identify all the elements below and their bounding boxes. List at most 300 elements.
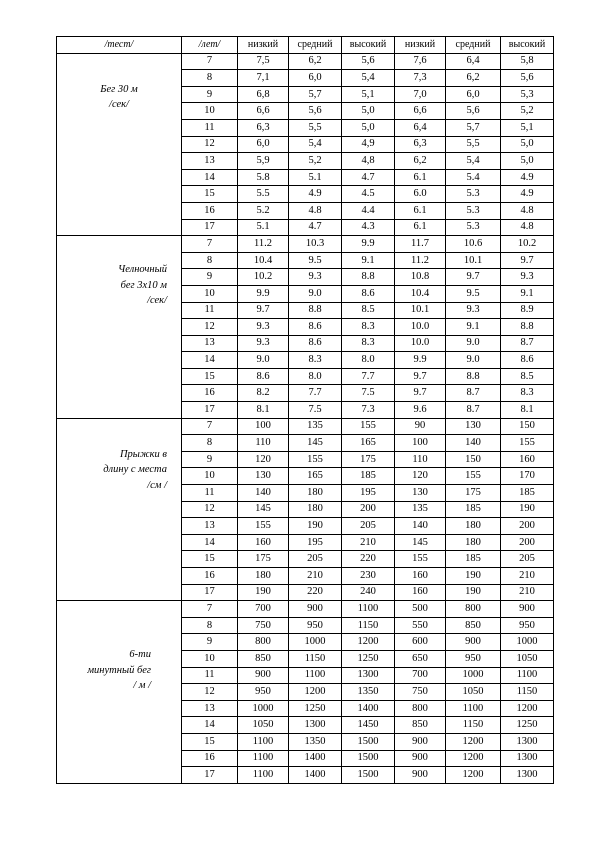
low-1-cell: 8.1 xyxy=(238,402,289,419)
header-age: /лет/ xyxy=(182,37,238,54)
low-2-cell: 155 xyxy=(395,551,446,568)
low-1-cell: 6,6 xyxy=(238,103,289,120)
high-2-cell: 150 xyxy=(501,418,554,435)
table-row xyxy=(57,418,554,435)
low-1-cell: 1050 xyxy=(238,717,289,734)
mid-2-cell: 950 xyxy=(446,650,501,667)
age-cell: 12 xyxy=(182,684,238,701)
mid-1-cell: 6,0 xyxy=(289,70,342,87)
age-cell: 8 xyxy=(182,252,238,269)
low-1-cell: 8.6 xyxy=(238,368,289,385)
mid-2-cell: 1200 xyxy=(446,767,501,784)
mid-1-cell: 5,5 xyxy=(289,119,342,136)
high-1-cell: 1100 xyxy=(342,601,395,618)
header-high-1: высокий xyxy=(342,37,395,54)
low-2-cell: 500 xyxy=(395,601,446,618)
low-2-cell: 700 xyxy=(395,667,446,684)
test-name xyxy=(57,419,181,494)
mid-1-cell: 950 xyxy=(289,617,342,634)
low-2-cell: 6.1 xyxy=(395,219,446,236)
high-2-cell: 5,3 xyxy=(501,86,554,103)
mid-1-cell: 1250 xyxy=(289,700,342,717)
test-name-line: бег 3х10 м xyxy=(120,279,167,291)
low-2-cell: 750 xyxy=(395,684,446,701)
mid-2-cell: 1200 xyxy=(446,750,501,767)
mid-2-cell: 1150 xyxy=(446,717,501,734)
mid-2-cell: 185 xyxy=(446,551,501,568)
age-cell: 12 xyxy=(182,136,238,153)
mid-2-cell: 180 xyxy=(446,518,501,535)
high-1-cell: 4,8 xyxy=(342,153,395,170)
age-cell: 15 xyxy=(182,368,238,385)
high-1-cell: 8.5 xyxy=(342,302,395,319)
high-2-cell: 8.1 xyxy=(501,402,554,419)
mid-1-cell: 6,2 xyxy=(289,53,342,70)
high-2-cell: 4.9 xyxy=(501,186,554,203)
mid-2-cell: 9.1 xyxy=(446,319,501,336)
mid-2-cell: 850 xyxy=(446,617,501,634)
high-2-cell: 4.8 xyxy=(501,219,554,236)
age-cell: 14 xyxy=(182,352,238,369)
mid-2-cell: 5.3 xyxy=(446,202,501,219)
test-name-cell xyxy=(57,601,182,784)
low-1-cell: 1100 xyxy=(238,750,289,767)
high-2-cell: 900 xyxy=(501,601,554,618)
low-2-cell: 800 xyxy=(395,700,446,717)
table-row xyxy=(57,601,554,618)
low-2-cell: 110 xyxy=(395,451,446,468)
mid-2-cell: 6,2 xyxy=(446,70,501,87)
test-name-line: Прыжки в xyxy=(119,448,167,460)
mid-1-cell: 5,6 xyxy=(289,103,342,120)
low-2-cell: 9.7 xyxy=(395,368,446,385)
high-1-cell: 8.3 xyxy=(342,319,395,336)
low-2-cell: 900 xyxy=(395,750,446,767)
high-1-cell: 7.3 xyxy=(342,402,395,419)
mid-1-cell: 210 xyxy=(289,568,342,585)
mid-2-cell: 190 xyxy=(446,584,501,601)
low-1-cell: 950 xyxy=(238,684,289,701)
low-1-cell: 155 xyxy=(238,518,289,535)
age-cell: 14 xyxy=(182,534,238,551)
low-1-cell: 5.5 xyxy=(238,186,289,203)
age-cell: 10 xyxy=(182,650,238,667)
mid-2-cell: 9.0 xyxy=(446,335,501,352)
low-2-cell: 160 xyxy=(395,584,446,601)
test-name-line: длину с места xyxy=(103,464,167,476)
age-cell: 7 xyxy=(182,418,238,435)
test-name xyxy=(57,236,181,309)
high-2-cell: 185 xyxy=(501,485,554,502)
mid-1-cell: 1400 xyxy=(289,767,342,784)
high-2-cell: 200 xyxy=(501,518,554,535)
age-cell: 9 xyxy=(182,451,238,468)
high-2-cell: 5,2 xyxy=(501,103,554,120)
high-1-cell: 5,6 xyxy=(342,53,395,70)
high-2-cell: 8.5 xyxy=(501,368,554,385)
high-1-cell: 5,4 xyxy=(342,70,395,87)
low-2-cell: 11.7 xyxy=(395,236,446,253)
low-1-cell: 5.1 xyxy=(238,219,289,236)
high-1-cell: 1400 xyxy=(342,700,395,717)
mid-1-cell: 10.3 xyxy=(289,236,342,253)
mid-2-cell: 8.8 xyxy=(446,368,501,385)
high-1-cell: 1500 xyxy=(342,733,395,750)
low-2-cell: 9.7 xyxy=(395,385,446,402)
high-2-cell: 190 xyxy=(501,501,554,518)
low-1-cell: 7,1 xyxy=(238,70,289,87)
age-cell: 9 xyxy=(182,634,238,651)
mid-2-cell: 150 xyxy=(446,451,501,468)
high-1-cell: 8.0 xyxy=(342,352,395,369)
mid-1-cell: 4.7 xyxy=(289,219,342,236)
age-cell: 16 xyxy=(182,568,238,585)
age-cell: 7 xyxy=(182,601,238,618)
high-2-cell: 1300 xyxy=(501,750,554,767)
high-2-cell: 5,6 xyxy=(501,70,554,87)
low-2-cell: 9.9 xyxy=(395,352,446,369)
high-2-cell: 5,0 xyxy=(501,153,554,170)
low-1-cell: 9.0 xyxy=(238,352,289,369)
low-1-cell: 5.8 xyxy=(238,169,289,186)
low-2-cell: 550 xyxy=(395,617,446,634)
low-1-cell: 750 xyxy=(238,617,289,634)
mid-2-cell: 175 xyxy=(446,485,501,502)
test-name xyxy=(57,54,181,113)
mid-2-cell: 5,7 xyxy=(446,119,501,136)
high-2-cell: 1300 xyxy=(501,767,554,784)
age-cell: 17 xyxy=(182,219,238,236)
high-1-cell: 1250 xyxy=(342,650,395,667)
high-1-cell: 4,9 xyxy=(342,136,395,153)
test-name-line: /сек/ xyxy=(147,295,167,307)
header-test: /тест/ xyxy=(57,37,182,54)
mid-1-cell: 205 xyxy=(289,551,342,568)
low-1-cell: 175 xyxy=(238,551,289,568)
low-2-cell: 140 xyxy=(395,518,446,535)
low-1-cell: 120 xyxy=(238,451,289,468)
high-1-cell: 1500 xyxy=(342,750,395,767)
high-1-cell: 8.8 xyxy=(342,269,395,286)
low-2-cell: 6.1 xyxy=(395,202,446,219)
high-2-cell: 9.1 xyxy=(501,285,554,302)
low-1-cell: 1000 xyxy=(238,700,289,717)
high-2-cell: 1100 xyxy=(501,667,554,684)
mid-2-cell: 1000 xyxy=(446,667,501,684)
low-2-cell: 6.0 xyxy=(395,186,446,203)
mid-1-cell: 195 xyxy=(289,534,342,551)
high-2-cell: 155 xyxy=(501,435,554,452)
low-1-cell: 180 xyxy=(238,568,289,585)
low-2-cell: 10.0 xyxy=(395,319,446,336)
mid-2-cell: 1050 xyxy=(446,684,501,701)
test-name-line: 6-ти xyxy=(129,649,151,661)
mid-2-cell: 5,6 xyxy=(446,103,501,120)
test-name-line: / м / xyxy=(133,680,151,692)
low-1-cell: 10.2 xyxy=(238,269,289,286)
header-low-1: низкий xyxy=(238,37,289,54)
low-2-cell: 90 xyxy=(395,418,446,435)
high-1-cell: 8.6 xyxy=(342,285,395,302)
age-cell: 10 xyxy=(182,468,238,485)
age-cell: 9 xyxy=(182,269,238,286)
age-cell: 11 xyxy=(182,302,238,319)
low-2-cell: 11.2 xyxy=(395,252,446,269)
test-name-cell xyxy=(57,53,182,236)
mid-1-cell: 4.9 xyxy=(289,186,342,203)
high-1-cell: 1300 xyxy=(342,667,395,684)
age-cell: 17 xyxy=(182,402,238,419)
high-2-cell: 1000 xyxy=(501,634,554,651)
high-1-cell: 4.7 xyxy=(342,169,395,186)
header-high-2: высокий xyxy=(501,37,554,54)
header-row xyxy=(57,37,554,54)
mid-2-cell: 185 xyxy=(446,501,501,518)
high-2-cell: 5,0 xyxy=(501,136,554,153)
test-name-line: Бег 30 м xyxy=(100,83,138,95)
test-name-line: /сек/ xyxy=(109,99,129,111)
low-2-cell: 120 xyxy=(395,468,446,485)
age-cell: 14 xyxy=(182,169,238,186)
low-1-cell: 850 xyxy=(238,650,289,667)
low-2-cell: 7,3 xyxy=(395,70,446,87)
mid-1-cell: 8.6 xyxy=(289,335,342,352)
mid-2-cell: 140 xyxy=(446,435,501,452)
mid-2-cell: 10.1 xyxy=(446,252,501,269)
high-2-cell: 1300 xyxy=(501,733,554,750)
low-2-cell: 600 xyxy=(395,634,446,651)
mid-1-cell: 8.3 xyxy=(289,352,342,369)
high-1-cell: 8.3 xyxy=(342,335,395,352)
high-1-cell: 7.5 xyxy=(342,385,395,402)
mid-1-cell: 8.8 xyxy=(289,302,342,319)
test-name-cell xyxy=(57,418,182,601)
low-2-cell: 10.8 xyxy=(395,269,446,286)
low-2-cell: 130 xyxy=(395,485,446,502)
high-2-cell: 9.3 xyxy=(501,269,554,286)
mid-2-cell: 9.5 xyxy=(446,285,501,302)
low-2-cell: 135 xyxy=(395,501,446,518)
low-1-cell: 7,5 xyxy=(238,53,289,70)
table-row xyxy=(57,53,554,70)
low-2-cell: 7,6 xyxy=(395,53,446,70)
mid-2-cell: 8.7 xyxy=(446,385,501,402)
mid-1-cell: 220 xyxy=(289,584,342,601)
low-1-cell: 5,9 xyxy=(238,153,289,170)
age-cell: 13 xyxy=(182,518,238,535)
mid-2-cell: 155 xyxy=(446,468,501,485)
high-2-cell: 8.3 xyxy=(501,385,554,402)
age-cell: 10 xyxy=(182,103,238,120)
mid-1-cell: 180 xyxy=(289,501,342,518)
mid-1-cell: 4.8 xyxy=(289,202,342,219)
age-cell: 12 xyxy=(182,501,238,518)
high-1-cell: 205 xyxy=(342,518,395,535)
mid-1-cell: 1400 xyxy=(289,750,342,767)
age-cell: 16 xyxy=(182,385,238,402)
age-cell: 12 xyxy=(182,319,238,336)
age-cell: 17 xyxy=(182,767,238,784)
low-1-cell: 800 xyxy=(238,634,289,651)
mid-2-cell: 800 xyxy=(446,601,501,618)
table-row xyxy=(57,236,554,253)
high-1-cell: 195 xyxy=(342,485,395,502)
mid-1-cell: 900 xyxy=(289,601,342,618)
low-2-cell: 10.4 xyxy=(395,285,446,302)
low-2-cell: 6,6 xyxy=(395,103,446,120)
low-2-cell: 650 xyxy=(395,650,446,667)
low-1-cell: 11.2 xyxy=(238,236,289,253)
low-2-cell: 10.0 xyxy=(395,335,446,352)
mid-1-cell: 7.7 xyxy=(289,385,342,402)
mid-1-cell: 1100 xyxy=(289,667,342,684)
mid-1-cell: 8.6 xyxy=(289,319,342,336)
age-cell: 15 xyxy=(182,733,238,750)
mid-2-cell: 5,5 xyxy=(446,136,501,153)
low-1-cell: 190 xyxy=(238,584,289,601)
low-2-cell: 100 xyxy=(395,435,446,452)
high-2-cell: 210 xyxy=(501,584,554,601)
high-1-cell: 4.4 xyxy=(342,202,395,219)
low-1-cell: 160 xyxy=(238,534,289,551)
age-cell: 11 xyxy=(182,119,238,136)
low-1-cell: 1100 xyxy=(238,733,289,750)
high-1-cell: 210 xyxy=(342,534,395,551)
low-2-cell: 9.6 xyxy=(395,402,446,419)
low-1-cell: 10.4 xyxy=(238,252,289,269)
mid-2-cell: 6,4 xyxy=(446,53,501,70)
high-2-cell: 4.8 xyxy=(501,202,554,219)
mid-2-cell: 9.3 xyxy=(446,302,501,319)
low-1-cell: 900 xyxy=(238,667,289,684)
header-mid-2: средний xyxy=(446,37,501,54)
mid-2-cell: 9.0 xyxy=(446,352,501,369)
high-1-cell: 1450 xyxy=(342,717,395,734)
low-1-cell: 100 xyxy=(238,418,289,435)
low-1-cell: 1100 xyxy=(238,767,289,784)
high-1-cell: 9.9 xyxy=(342,236,395,253)
mid-1-cell: 145 xyxy=(289,435,342,452)
low-1-cell: 130 xyxy=(238,468,289,485)
high-2-cell: 8.8 xyxy=(501,319,554,336)
mid-2-cell: 6,0 xyxy=(446,86,501,103)
low-1-cell: 140 xyxy=(238,485,289,502)
high-1-cell: 220 xyxy=(342,551,395,568)
high-2-cell: 205 xyxy=(501,551,554,568)
high-2-cell: 5,8 xyxy=(501,53,554,70)
high-1-cell: 4.3 xyxy=(342,219,395,236)
age-cell: 7 xyxy=(182,53,238,70)
low-2-cell: 6,3 xyxy=(395,136,446,153)
age-cell: 9 xyxy=(182,86,238,103)
high-2-cell: 200 xyxy=(501,534,554,551)
mid-1-cell: 5.1 xyxy=(289,169,342,186)
low-2-cell: 7,0 xyxy=(395,86,446,103)
mid-1-cell: 135 xyxy=(289,418,342,435)
mid-1-cell: 1200 xyxy=(289,684,342,701)
mid-1-cell: 1000 xyxy=(289,634,342,651)
age-cell: 8 xyxy=(182,617,238,634)
high-1-cell: 240 xyxy=(342,584,395,601)
high-1-cell: 1500 xyxy=(342,767,395,784)
mid-1-cell: 5,4 xyxy=(289,136,342,153)
low-1-cell: 9.3 xyxy=(238,335,289,352)
mid-2-cell: 1100 xyxy=(446,700,501,717)
low-1-cell: 5.2 xyxy=(238,202,289,219)
norms-table xyxy=(56,36,554,784)
high-1-cell: 175 xyxy=(342,451,395,468)
mid-2-cell: 190 xyxy=(446,568,501,585)
test-name xyxy=(57,601,181,694)
header-low-2: низкий xyxy=(395,37,446,54)
age-cell: 7 xyxy=(182,236,238,253)
mid-1-cell: 7.5 xyxy=(289,402,342,419)
norms-body xyxy=(57,53,554,783)
high-2-cell: 160 xyxy=(501,451,554,468)
low-1-cell: 110 xyxy=(238,435,289,452)
low-2-cell: 6.1 xyxy=(395,169,446,186)
mid-1-cell: 9.5 xyxy=(289,252,342,269)
high-1-cell: 5,1 xyxy=(342,86,395,103)
age-cell: 15 xyxy=(182,551,238,568)
mid-1-cell: 190 xyxy=(289,518,342,535)
test-name-cell xyxy=(57,236,182,419)
age-cell: 10 xyxy=(182,285,238,302)
high-1-cell: 5,0 xyxy=(342,119,395,136)
mid-2-cell: 9.7 xyxy=(446,269,501,286)
age-cell: 11 xyxy=(182,667,238,684)
high-1-cell: 185 xyxy=(342,468,395,485)
test-name-line: /см / xyxy=(147,479,167,491)
low-2-cell: 6,4 xyxy=(395,119,446,136)
low-1-cell: 9.9 xyxy=(238,285,289,302)
mid-2-cell: 1200 xyxy=(446,733,501,750)
high-2-cell: 950 xyxy=(501,617,554,634)
low-1-cell: 8.2 xyxy=(238,385,289,402)
high-1-cell: 5,0 xyxy=(342,103,395,120)
mid-2-cell: 180 xyxy=(446,534,501,551)
high-2-cell: 210 xyxy=(501,568,554,585)
mid-2-cell: 8.7 xyxy=(446,402,501,419)
mid-1-cell: 9.0 xyxy=(289,285,342,302)
low-2-cell: 145 xyxy=(395,534,446,551)
low-1-cell: 145 xyxy=(238,501,289,518)
low-2-cell: 10.1 xyxy=(395,302,446,319)
test-name-line: минутный бег xyxy=(87,664,151,676)
mid-1-cell: 8.0 xyxy=(289,368,342,385)
high-1-cell: 4.5 xyxy=(342,186,395,203)
mid-1-cell: 9.3 xyxy=(289,269,342,286)
high-2-cell: 9.7 xyxy=(501,252,554,269)
mid-2-cell: 5,4 xyxy=(446,153,501,170)
low-1-cell: 9.3 xyxy=(238,319,289,336)
low-2-cell: 900 xyxy=(395,767,446,784)
mid-1-cell: 1150 xyxy=(289,650,342,667)
mid-2-cell: 900 xyxy=(446,634,501,651)
mid-1-cell: 5,2 xyxy=(289,153,342,170)
mid-1-cell: 155 xyxy=(289,451,342,468)
high-2-cell: 8.7 xyxy=(501,335,554,352)
low-1-cell: 6,0 xyxy=(238,136,289,153)
high-1-cell: 230 xyxy=(342,568,395,585)
age-cell: 14 xyxy=(182,717,238,734)
age-cell: 16 xyxy=(182,750,238,767)
mid-1-cell: 5,7 xyxy=(289,86,342,103)
high-2-cell: 10.2 xyxy=(501,236,554,253)
age-cell: 8 xyxy=(182,70,238,87)
age-cell: 13 xyxy=(182,335,238,352)
low-2-cell: 6,2 xyxy=(395,153,446,170)
